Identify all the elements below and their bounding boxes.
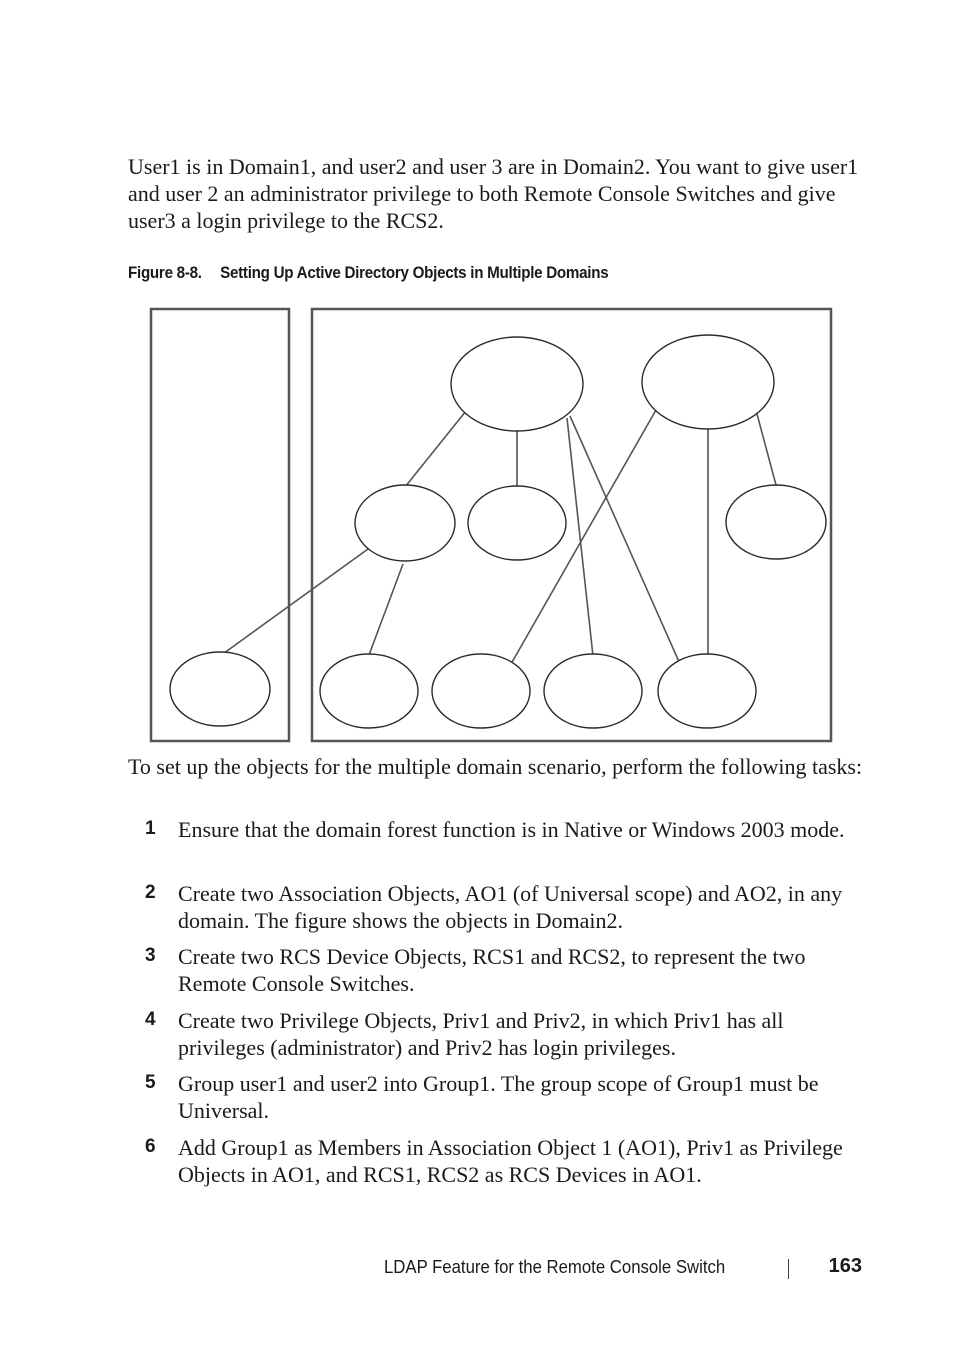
step-number: 6 bbox=[145, 1135, 156, 1157]
step-text: Create two RCS Device Objects, RCS1 and RCS2, to represent the two Remote Console Switches. bbox=[178, 944, 806, 997]
rcs2-node bbox=[658, 654, 756, 728]
step-text: Create two Association Objects, AO1 (of Universal scope) and AO2, in any domain. The figure shows the objects in Domain2. bbox=[178, 880, 843, 933]
step-text: Group user1 and user2 into Group1. The group scope of Group1 must be Universal. bbox=[178, 1071, 819, 1124]
step-text: Add Group1 as Members in Association Object 1 (AO1), Priv1 as Privilege Objects in AO1, and RCS1, RCS2 as RCS Devices in AO1. bbox=[178, 1134, 843, 1187]
edge-ao1-rcs1 bbox=[567, 418, 593, 656]
edge-group-user2 bbox=[369, 564, 403, 655]
task-step bbox=[0, 1007, 954, 1071]
task-step bbox=[0, 816, 954, 880]
user2-node bbox=[320, 654, 418, 728]
page-number: 163 bbox=[828, 1255, 862, 1277]
footer-title: LDAP Feature for the Remote Console Switch bbox=[384, 1257, 726, 1277]
task-steps-list bbox=[0, 816, 954, 1198]
group1-node bbox=[355, 485, 455, 561]
intro-paragraph: User1 is in Domain1, and user2 and user 3 are in Domain2. You want to give user1 and user 2 an administrator privilege to both Remote Console Switches and give user3 a login privilege to the RCS2. bbox=[128, 154, 859, 233]
step-number: 2 bbox=[145, 881, 156, 903]
task-step bbox=[0, 1134, 954, 1198]
tasks-intro-paragraph: To set up the objects for the multiple domain scenario, perform the following tasks: bbox=[128, 754, 863, 779]
edge-ao2-priv2 bbox=[757, 414, 776, 485]
user1-node bbox=[170, 652, 270, 726]
priv2-node bbox=[726, 485, 826, 559]
step-text: Create two Privilege Objects, Priv1 and Priv2, in which Priv1 has all privileges (administrator) and Priv2 has login privileges. bbox=[178, 1007, 784, 1060]
step-number: 4 bbox=[145, 1008, 156, 1030]
figure-title: Setting Up Active Directory Objects in Multiple Domains bbox=[220, 264, 609, 282]
user3-node bbox=[432, 654, 530, 728]
edge-ao1-rcs2 bbox=[570, 416, 680, 664]
rcs1-node bbox=[544, 654, 642, 728]
association-object-2-node bbox=[642, 335, 774, 429]
figure-caption bbox=[128, 264, 608, 283]
priv1-node bbox=[468, 486, 566, 560]
figure-number: Figure 8-8. bbox=[128, 264, 202, 282]
step-text: Ensure that the domain forest function is in Native or Windows 2003 mode. bbox=[178, 817, 845, 842]
edge-group-user1 bbox=[220, 549, 368, 656]
step-number: 3 bbox=[145, 945, 156, 967]
page-footer bbox=[384, 1255, 862, 1283]
step-number: 1 bbox=[145, 818, 156, 839]
task-step bbox=[0, 943, 954, 1007]
task-step bbox=[0, 1070, 954, 1134]
step-number: 5 bbox=[145, 1072, 156, 1094]
association-object-1-node bbox=[451, 337, 583, 431]
footer-divider bbox=[788, 1259, 789, 1279]
directory-objects-diagram bbox=[140, 300, 840, 750]
task-step bbox=[0, 880, 954, 944]
edge-ao1-group bbox=[405, 411, 466, 487]
